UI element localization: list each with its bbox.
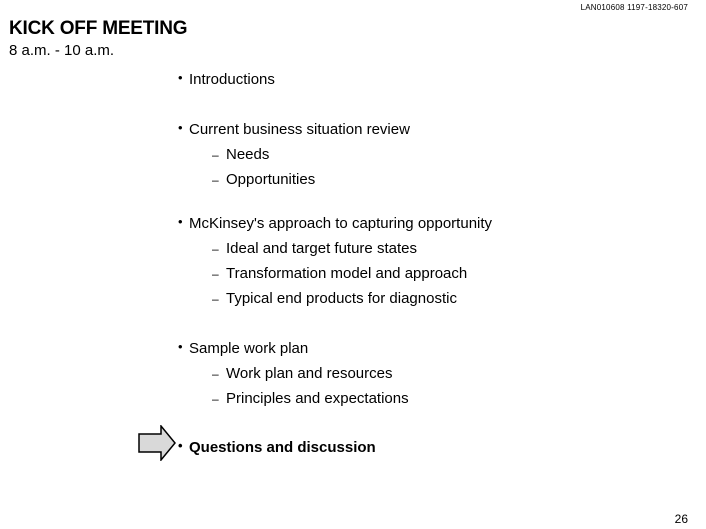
agenda-item-label: Questions and discussion (189, 439, 376, 456)
agenda-item (178, 215, 492, 232)
page-number: 26 (674, 512, 688, 526)
agenda-subitem (212, 146, 269, 163)
agenda-item-label: Current business situation review (189, 121, 410, 138)
agenda-subitem-label: Typical end products for diagnostic (226, 290, 457, 307)
dash-icon: – (212, 367, 219, 381)
agenda-subitem-label: Principles and expectations (226, 390, 409, 407)
agenda-subitem (212, 390, 409, 407)
agenda-subitem (212, 171, 315, 188)
agenda-item-current (178, 439, 376, 456)
agenda-item-label: Introductions (189, 71, 275, 88)
dash-icon: – (212, 173, 219, 187)
bullet-icon: • (178, 70, 183, 85)
agenda-item-label: Sample work plan (189, 340, 309, 357)
bullet-icon: • (178, 214, 183, 229)
agenda-subitem-label: Needs (226, 146, 270, 163)
agenda-subitem (212, 290, 457, 307)
agenda-subitem-label: Opportunities (226, 171, 316, 188)
page-subtitle: 8 a.m. - 10 a.m. (9, 42, 115, 59)
bullet-icon: • (178, 339, 183, 354)
agenda-subitem (212, 265, 467, 282)
agenda-subitem-label: Ideal and target future states (226, 240, 417, 257)
doc-id: LAN010608 1197-18320-607 (580, 3, 688, 12)
agenda-item-label: McKinsey's approach to capturing opportunity (189, 215, 493, 232)
agenda-subitem (212, 240, 417, 257)
dash-icon: – (212, 267, 219, 281)
dash-icon: – (212, 292, 219, 306)
agenda-subitem (212, 365, 392, 382)
agenda-item (178, 71, 275, 88)
agenda-subitem-label: Transformation model and approach (226, 265, 468, 282)
page-title: KICK OFF MEETING (9, 18, 188, 39)
dash-icon: – (212, 148, 219, 162)
dash-icon: – (212, 242, 219, 256)
bullet-icon: • (178, 438, 183, 453)
agenda-subitem-label: Work plan and resources (226, 365, 393, 382)
arrow-right-icon (138, 425, 176, 461)
agenda-item (178, 340, 308, 357)
agenda-item (178, 121, 410, 138)
bullet-icon: • (178, 120, 183, 135)
dash-icon: – (212, 392, 219, 406)
